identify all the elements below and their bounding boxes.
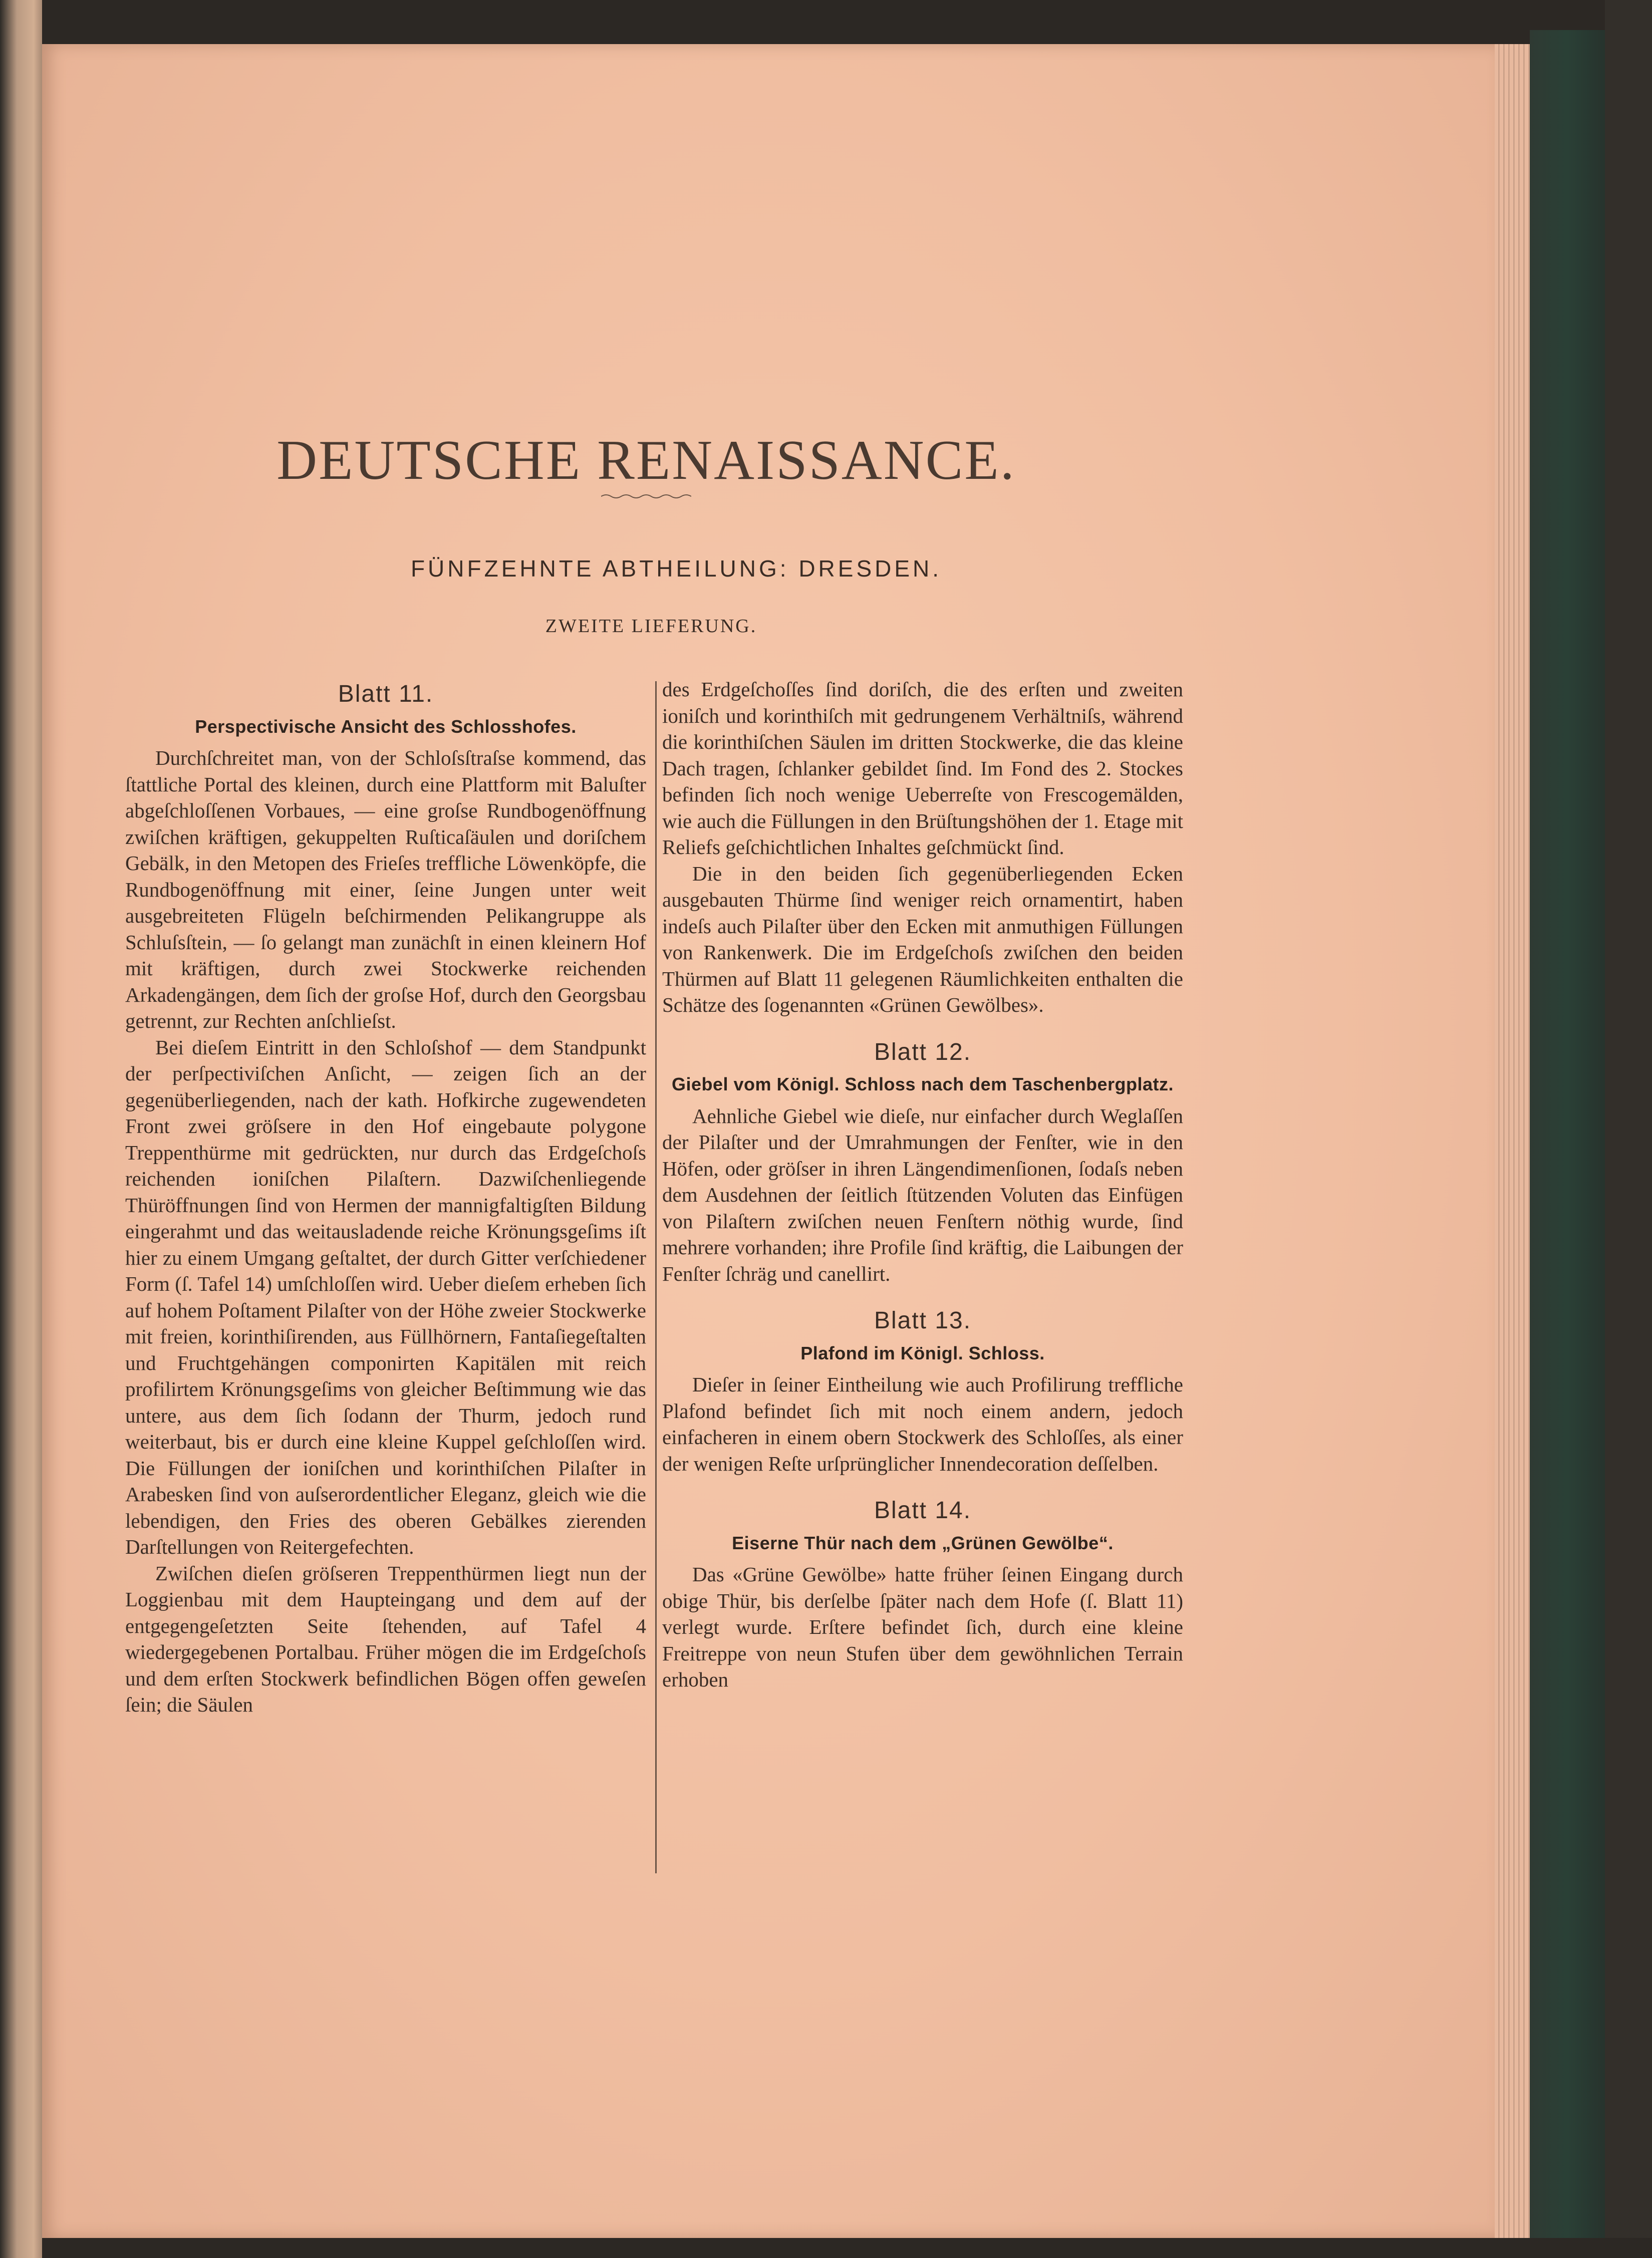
paragraph: Das «Grüne Gewölbe» hatte früher ſeinen Eingang durch obige Thür, bis derſelbe ſpäter nach dem Hofe (ſ. Blatt 11) verlegt wurde. Erſtere befindet ſich, durch eine kleine Freitreppe von neun Stufen über dem gewöhnlichen Terrain erhoben xyxy=(662,1563,1183,1691)
blatt-12-heading: Giebel vom Königl. Schloss nach dem Taschenbergplatz. xyxy=(671,1074,1174,1094)
paragraph: Dieſer in ſeiner Eintheilung wie auch Profilirung treffliche Plafond befindet ſich mit noch einem andern, jedoch einfacheren in einem obern Stockwerk des Schloſſes, als einer der wenigen Reſte urſprünglicher Innendecoration deſſelben. xyxy=(662,1373,1183,1475)
delivery-heading: ZWEITE LIEFERUNG. xyxy=(545,616,757,637)
paragraph: des Erdgeſchoſſes ſind doriſch, die des erſten und zweiten ioniſch und korinthiſch mit gedrungenem Verhältniſs, während die korinthiſchen Säulen im dritten Stockwerke, die das kleine Dach tragen, ſchlanker gebildet ſind. Im Fond des 2. Stockes befinden ſich noch wenige Ueberreſte von Frescogemälden, wie auch die Füllungen in den Brüſtungshöhen der 1. Etage mit Reliefs geſchichtlichen Inhaltes geſchmückt ſind. xyxy=(662,678,1183,859)
book-cover-edge xyxy=(1530,30,1605,2258)
page-edges xyxy=(1495,44,1530,2238)
paragraph: Durchſchreitet man, von der Schloſsſtraſse kommend, das ſtattliche Portal des kleinen, durch eine Plattform mit Baluſter abgeſchloſſenen Vorbaues, — eine groſse Rundbogenöffnung zwiſchen kräftigen, gekuppelten Ruſticaſäulen und doriſchem Gebälk, in den Metopen des Frieſes treffliche Löwenköpfe, die Rundbogenöffnung mit einer, ſeine Jungen unter weit ausgebreiteten Flügeln beſchirmenden Pelikangruppe als Schluſsſtein, — ſo gelangt man zunächſt in einen kleinern Hof mit kräftigen, durch zwei Stockwerke reichenden Arkadengängen, dem ſich der groſse Hof, durch den Georgsbau getrennt, zur Rechten anſchlieſst. xyxy=(125,746,646,1032)
scan-background-right xyxy=(1605,0,1652,2258)
paragraph: Bei dieſem Eintritt in den Schloſshof — dem Standpunkt der perſpectiviſchen Anſicht, — zeigen ſich an der gegenüberliegenden, nach der kath. Hofkirche zugewendeten Front zwei gröſsere in den Hof eingebaute polygone Treppenthürme mit gedrückten, nur durch das Erdgeſchoſs reichenden ioniſchen Pilaſtern. Dazwiſchenliegende Thüröffnungen ſind von Hermen der mannigfaltigſten Bildung eingerahmt und das weitausladende reiche Krönungsgeſims iſt hier zu einem Umgang geſtaltet, der durch Gitter verſchiedener Form (ſ. Tafel 14) umſchloſſen wird. Ueber dieſem erheben ſich auf hohem Poſtament Pilaſter von der Höhe zweier Stockwerke mit freien, korinthiſirenden, aus Füllhörnern, Fantaſiegeſtalten und Fruchtgehängen componirten Kapitälen mit reich profilirtem Krönungsgeſims von gleicher Beſtimmung wie das untere, aus dem ſich ſodann der Thurm, jedoch rund weiterbaut, bis er durch eine kleine Kuppel geſchloſſen wird. Die Füllungen der ioniſchen und korinthiſchen Pilaſter in Arabesken ſind von auſserordentlicher Eleganz, gleich wie die lebendigen, den Fries des oberen Gebälkes zierenden Darſtellungen von Reitergefechten. xyxy=(125,1035,646,1558)
paragraph: Zwiſchen dieſen gröſseren Treppenthürmen liegt nun der Loggienbau mit dem Haupteingang und dem auf der entgegengeſetzten Seite ſtehenden, auf Tafel 4 wiedergegebenen Portalbau. Früher mögen die im Erdgeſchoſs und dem erſten Stockwerk befindlichen Bögen offen geweſen ſein; die Säulen xyxy=(125,1561,646,1716)
blatt-14-heading: Eiserne Thür nach dem „Grünen Gewölbe“. xyxy=(732,1532,1114,1553)
scan-background-top xyxy=(42,0,1652,44)
paragraph: Die in den beiden ſich gegenüberliegenden Ecken ausgebauten Thürme ſind weniger reich ornamentirt, haben indeſs auch Pilaſter über den Ecken mit anmuthigen Füllungen von Rankenwerk. Die im Erdgeſchoſs zwiſchen den beiden Thürmen auf Blatt 11 gelegenen Räumlichkeiten enthalten die Schätze des ſogenannten «Grünen Gewölbes». xyxy=(662,862,1183,1016)
blatt-11-label: Blatt 11. xyxy=(338,681,434,707)
scan-background-bottom xyxy=(42,2238,1652,2258)
blatt-13-label: Blatt 13. xyxy=(874,1307,972,1334)
blatt-14-label: Blatt 14. xyxy=(874,1497,972,1524)
section-heading: FÜNFZEHNTE ABTHEILUNG: DRESDEN. xyxy=(410,555,942,582)
paragraph: Aehnliche Giebel wie dieſe, nur einfacher durch Weglaſſen der Pilaſter und der Umrahmungen der Fenſter, wie in den Höfen, oder gröſser in ihren Längendimenſionen, ſodaſs neben dem Ausdehnen der ſeitlich ſtützenden Voluten das Einfügen von Pilaſtern zwiſchen neuen Fenſtern nöthig wurde, ſind mehrere vorhanden; ihre Profile ſind kräftig, die Laibungen der Fenſter ſchräg und canellirt. xyxy=(662,1104,1183,1285)
right-column xyxy=(662,676,1183,1693)
book-spine-left xyxy=(0,0,42,2258)
blatt-11-heading: Perspectivische Ansicht des Schlosshofes. xyxy=(195,716,577,737)
title-flourish xyxy=(601,493,691,499)
blatt-12-label: Blatt 12. xyxy=(874,1038,972,1065)
blatt-13-heading: Plafond im Königl. Schloss. xyxy=(800,1342,1045,1363)
left-column xyxy=(125,681,646,1718)
column-divider xyxy=(655,681,657,1873)
page-title: DEUTSCHE RENAISSANCE. xyxy=(277,429,1016,492)
